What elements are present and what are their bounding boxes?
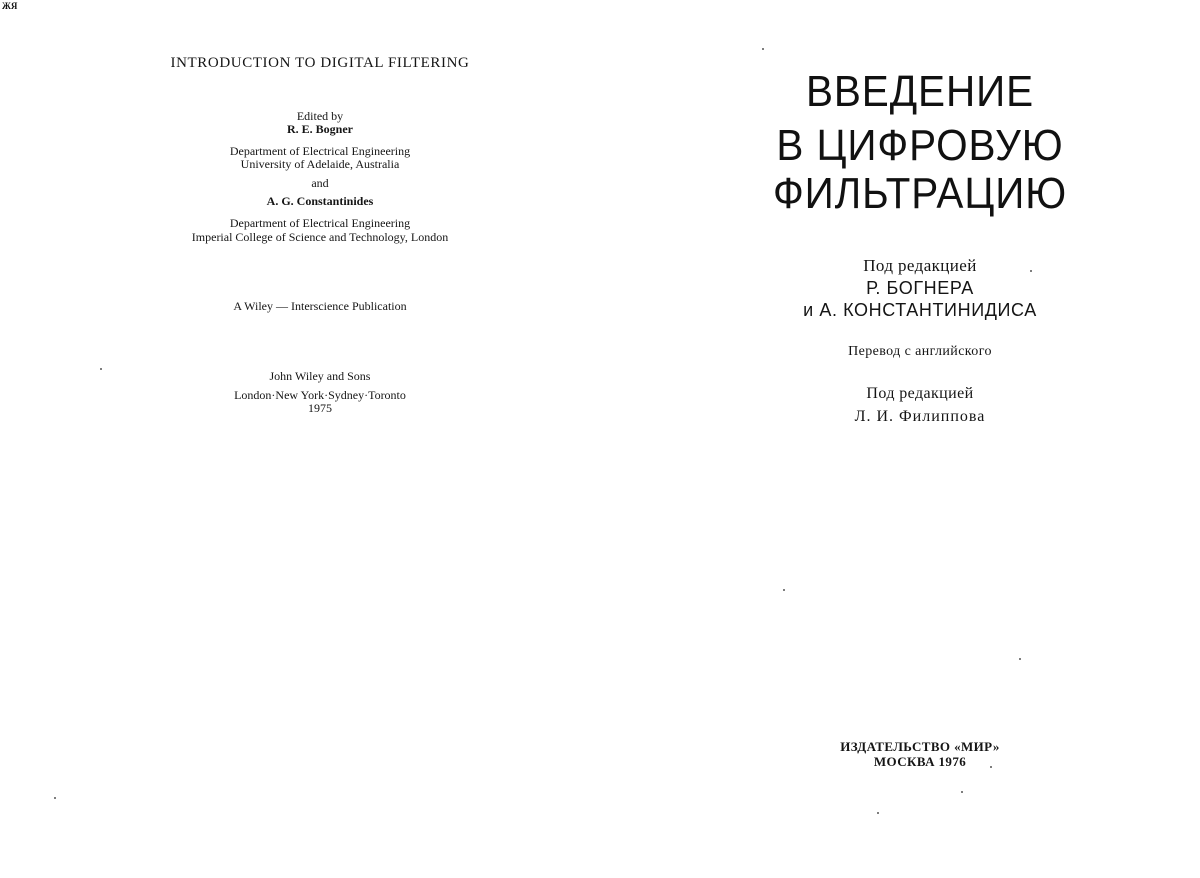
scan-speck [961,791,963,793]
scan-speck [990,766,992,768]
editor-constantinides: A. G. Constantinides [266,194,374,208]
bogner-university: University of Adelaide, Australia [240,157,400,171]
russian-title-line-3: ФИЛЬТРАЦИЮ [772,169,1068,218]
scan-speck [1030,270,1032,272]
editor-bogner: R. E. Bogner [287,122,353,136]
scan-speck [877,812,879,814]
series-line: A Wiley — Interscience Publication [233,299,407,313]
russian-edited-by: Под редакцией [863,256,977,275]
edited-by-label: Edited by [296,109,344,123]
russian-publisher: ИЗДАТЕЛЬСТВО «МИР» [840,739,1000,754]
russian-editor-constantinides: и А. КОНСТАНТИНИДИСА [803,300,1037,320]
publisher-cities: London·New York·Sydney·Toronto [234,388,406,402]
translation-note: Перевод с английского [848,344,992,359]
and-separator: and [311,176,329,190]
russian-editor-bogner: Р. БОГНЕРА [866,278,974,298]
scan-speck [783,589,785,591]
russian-title-page [640,0,1200,878]
russian-title-line-2: В ЦИФРОВУЮ [776,121,1064,170]
scan-speck [762,48,764,50]
constantinides-department: Department of Electrical Engineering [229,216,411,230]
english-book-title: INTRODUCTION TO DIGITAL FILTERING [170,55,470,71]
russian-title-line-1: ВВЕДЕНИЕ [805,67,1035,116]
constantinides-college: Imperial College of Science and Technology, London [191,230,449,244]
corner-mark: ЖЯ [2,1,18,11]
english-year: 1975 [308,401,332,415]
scan-speck [54,797,56,799]
russian-city-year: МОСКВА 1976 [873,754,967,769]
bogner-department: Department of Electrical Engineering [229,144,411,158]
translation-editor: Л. И. Филиппова [854,408,986,425]
scan-speck [1019,658,1021,660]
translation-editor-label: Под редакцией [866,385,974,402]
english-publisher: John Wiley and Sons [269,369,371,383]
scan-speck [100,368,102,370]
